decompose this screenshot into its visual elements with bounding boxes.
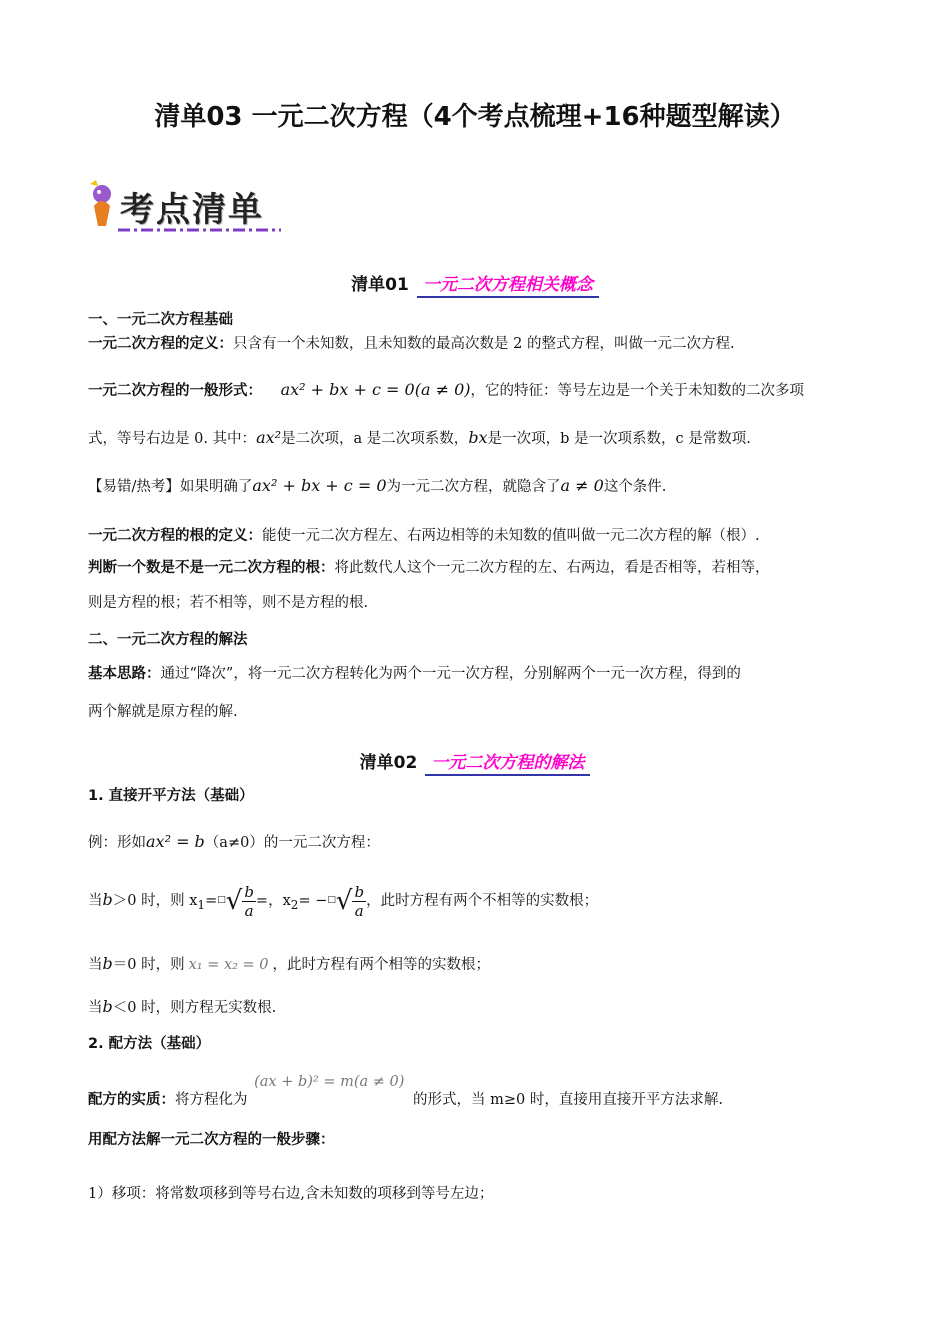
heading-completing-square: 2. 配方法（基础）	[88, 1036, 211, 1052]
heading-direct-root: 1. 直接开平方法（基础）	[88, 788, 254, 804]
case-positive-line: 当b＞0 时，则 $x_1=^□√$ $\frac{b}{a}$ =，$x_2= -^□√$ $\frac{b}{a}$ ，此时方程有两个不相等的实数根；	[88, 882, 599, 920]
root-definition-line: 一元二次方程的根的定义：能使一元二次方程左、右两边相等的未知数的值叫做一元二次方程的解（根）.	[88, 528, 760, 544]
completing-square-line: 配方的实质：将方程化为 (ax + b)² = m(a ≠ 0) 的形式，当 m≥0 时，直接用直接开平方法求解.	[88, 1074, 723, 1108]
section-title: 一元二次方程相关概念	[417, 275, 599, 298]
general-equation: ax² + bx + c = 0(a ≠ 0)	[280, 380, 471, 399]
definition-line: 一元二次方程的定义：只含有一个未知数，且未知数的最高次数是 2 的整式方程，叫做一元二次方程.	[88, 336, 735, 352]
logo-text: 考点清单	[120, 190, 264, 230]
section-label: 清单02	[359, 753, 418, 773]
general-form-line-2: 式，等号右边是 0. 其中：ax²是二次项，a 是二次项系数，bx是一次项，b 是一次项系数，c 是常数项.	[88, 428, 751, 447]
tip-line: 【易错/热考】如果明确了ax² + bx + c = 0为一元二次方程，就隐含了a ≠ 0这个条件.	[88, 476, 667, 495]
fraction: $\frac{b}{a}$	[244, 882, 254, 920]
basic-idea-line: 基本思路：通过“降次”，将一元二次方程转化为两个一元一次方程，分别解两个一元一次方程，得到的	[88, 666, 741, 682]
heading-basics: 一、一元二次方程基础	[88, 312, 233, 328]
judge-line-2: 则是方程的根；若不相等，则不是方程的根.	[88, 595, 369, 611]
basic-idea-line-2: 两个解就是原方程的解.	[88, 704, 238, 720]
general-form-line: 一元二次方程的一般形式： ax² + bx + c = 0(a ≠ 0)，它的特征：等号左边是一个关于未知数的二次多项	[88, 380, 805, 399]
sqrt-icon: √	[225, 886, 243, 916]
example-line: 例：形如ax² = b（a≠0）的一元二次方程：	[88, 832, 380, 851]
step-1: 1）移项：将常数项移到等号右边,含未知数的项移到等号左边；	[88, 1186, 494, 1202]
fraction: $\frac{b}{a}$	[354, 882, 365, 920]
judge-line: 判断一个数是不是一元二次方程的根：将此数代人这个一元二次方程的左、右两边，看是否相等，若相等，	[88, 560, 770, 576]
section-heading-1	[0, 270, 950, 295]
heading-solutions: 二、一元二次方程的解法	[88, 632, 248, 648]
sqrt-icon: √	[335, 886, 353, 916]
steps-heading: 用配方法解一元二次方程的一般步骤：	[88, 1132, 335, 1148]
section-label: 清单01	[351, 275, 409, 295]
page-title: 清单03 一元二次方程（4个考点梳理+16种题型解读）	[154, 102, 796, 132]
section-title: 一元二次方程的解法	[425, 753, 590, 776]
section-heading-2	[0, 748, 950, 773]
case-zero-line: 当b＝0 时，则 x₁ = x₂ = 0 ，此时方程有两个相等的实数根；	[88, 954, 491, 973]
section-logo	[86, 176, 286, 238]
case-negative-line: 当b＜0 时，则方程无实数根.	[88, 997, 277, 1016]
